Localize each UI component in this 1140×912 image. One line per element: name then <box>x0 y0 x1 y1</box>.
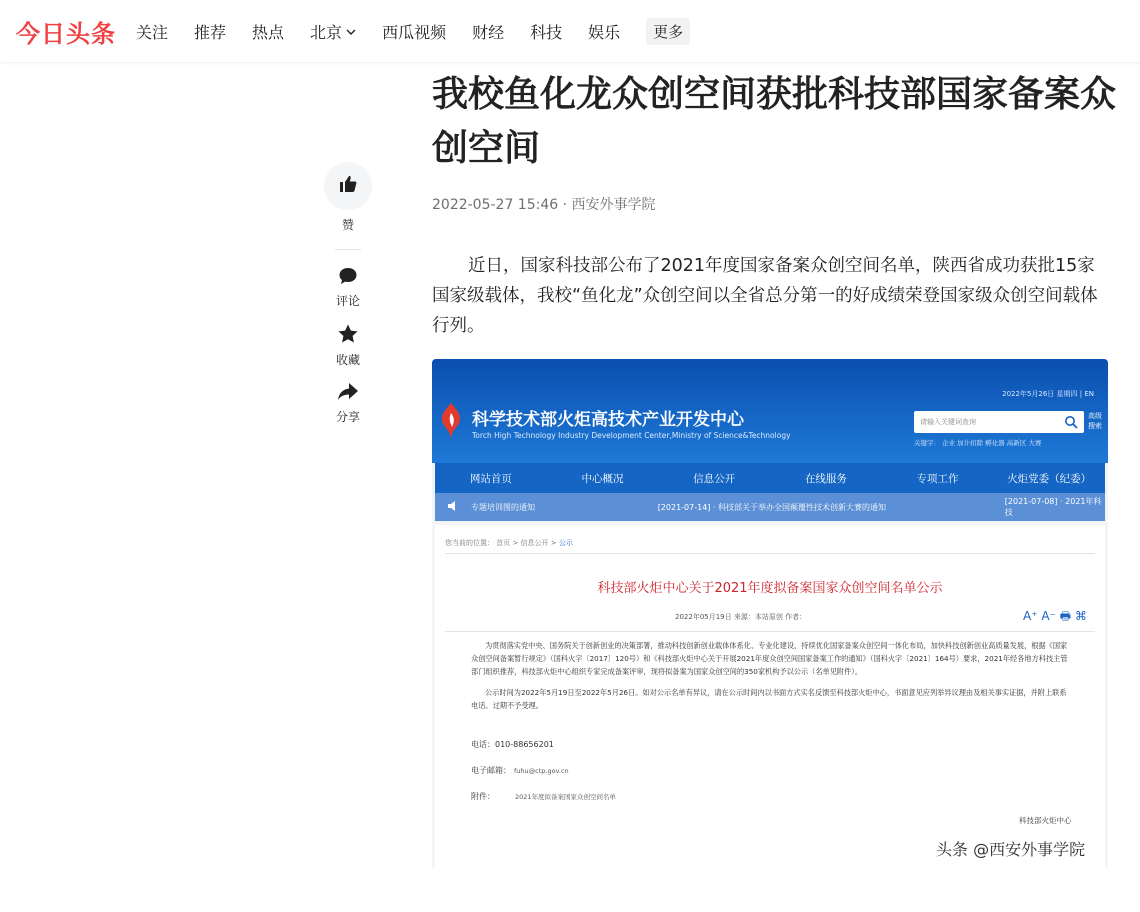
article-meta: 2022-05-27 15:46 · 西安外事学院 <box>432 197 656 213</box>
collect-button[interactable] <box>336 323 360 368</box>
divider <box>445 553 1095 554</box>
notice-tools: A⁺ A⁻ 🖶 ⌘ <box>1023 609 1087 623</box>
nav-item-tech[interactable]: 科技 <box>530 22 563 42</box>
comment-icon <box>338 266 358 286</box>
collect-label: 收藏 <box>335 353 360 367</box>
torch-nav-item: 网站首页 <box>469 472 512 485</box>
email-value: fuhu@ctp.gov.cn <box>514 767 569 775</box>
article-actions <box>322 162 374 439</box>
nav-more-button[interactable]: 更多 <box>646 18 690 45</box>
comment-label: 评论 <box>335 294 360 308</box>
nav-item-recommend[interactable]: 推荐 <box>194 22 227 42</box>
notice-title: 科技部火炬中心关于2021年度拟备案国家众创空间名单公示 <box>597 581 943 596</box>
thumbs-up-icon <box>338 174 358 198</box>
share-button[interactable] <box>336 382 360 425</box>
torch-site-date: 2022年5月26日 星期四 | EN <box>1002 390 1094 398</box>
article-paragraph: 近日，国家科技部公布了2021年度国家备案众创空间名单，陕西省成功获批15家国家级载体，我校“鱼化龙”众创空间以全省总分第一的好成绩荣登国家级众创空间载体行列。 <box>432 256 1098 336</box>
notice-meta: 2022年05月19日 来源：本站原创 作者： <box>675 613 807 621</box>
search-icon <box>1064 415 1078 429</box>
torch-notice-document <box>435 525 1105 869</box>
notice-phone: 电话：010-88656201 <box>471 740 554 749</box>
notice-email <box>471 765 569 776</box>
torch-nav-item: 火炬党委（纪委） <box>1007 472 1092 485</box>
torch-org-name-en: Torch High Technology Industry Development Center,Ministry of Science&Technology <box>472 431 791 440</box>
torch-news-ticker <box>435 493 1105 521</box>
torch-site-nav <box>435 463 1105 493</box>
share-label: 分享 <box>335 410 360 424</box>
top-navbar <box>0 0 1140 62</box>
torch-nav-item: 专项工作 <box>916 472 959 485</box>
ticker-item: [2021-07-08] · 2021年科技 <box>1004 497 1102 517</box>
share-arrow-icon <box>337 382 359 402</box>
action-divider <box>335 249 361 250</box>
image-watermark: 头条 @西安外事学院 <box>936 840 1086 859</box>
nav-item-follow[interactable]: 关注 <box>136 22 169 42</box>
notice-signature: 科技部火炬中心 <box>1019 816 1072 825</box>
like-button[interactable] <box>324 162 372 210</box>
breadcrumb-path: 您当前的位置： 首页 > 信息公开 > <box>445 539 559 547</box>
torch-nav-item: 信息公开 <box>693 472 736 485</box>
email-label: 电子邮箱： <box>471 766 511 775</box>
channel-nav <box>136 18 690 45</box>
attachment-value: 2021年度拟备案国家众创空间名单 <box>515 793 617 801</box>
divider <box>445 631 1095 632</box>
ticker-item: 专题培训图的通知 <box>471 502 535 512</box>
torch-logo-icon <box>436 401 466 441</box>
attachment-label: 附件： <box>471 792 495 801</box>
comment-button[interactable] <box>336 266 360 309</box>
notice-paragraph: 为贯彻落实党中央、国务院关于创新创业的决策部署，推动科技创新创业载体体系化、专业化建设，持续优化国家备案众创空间一体化布局，加快科技创新创业高质量发展，根据《国家众创空间备案暂行规定》（国科火字〔2017〕120号）和《科技部火炬中心关于开展2021年度众创空间国家备案工作的通知》（国科火字〔2021〕164号）要求，2021年经各地方科技主管部门组织推荐，科技部火炬中心组织专家完成备案评审，现将拟备案为国家众创空间的350家机构予以公示（名单见附件）。 <box>471 641 1068 676</box>
chevron-down-icon <box>346 25 356 38</box>
article-title: 我校鱼化龙众创空间获批科技部国家备案众创空间 <box>432 74 1117 169</box>
torch-search-box <box>914 411 1084 433</box>
star-icon <box>337 323 359 345</box>
city-label: 北京 <box>310 22 343 42</box>
article-image[interactable] <box>432 359 1108 869</box>
breadcrumb-current: 公示 <box>558 539 573 547</box>
speaker-icon <box>447 501 459 513</box>
nav-item-video[interactable]: 西瓜视频 <box>382 22 447 42</box>
torch-nav-item: 在线服务 <box>804 472 847 485</box>
toutiao-logo[interactable]: 今日头条 <box>16 19 116 48</box>
torch-advanced-search: 高级搜索 <box>1088 412 1102 430</box>
notice-attachment <box>471 791 616 802</box>
nav-item-finance[interactable]: 财经 <box>472 22 505 42</box>
torch-org-name: 科学技术部火炬高技术产业开发中心 <box>472 410 744 430</box>
nav-item-city[interactable] <box>310 20 356 43</box>
torch-keywords: 关键字： 企业 加计扣除 孵化器 高新区 大赛 <box>914 439 1042 447</box>
nav-item-ent[interactable]: 娱乐 <box>588 22 621 42</box>
notice-paragraph: 公示时间为2022年5月19日至2022年5月26日。如对公示名单有异议，请在公示时间内以书面方式实名反馈至科技部火炬中心，书面意见应列举异议理由及相关事实证据，并附上联系电话。过期不予受理。 <box>471 688 1067 710</box>
torch-nav-item: 中心概况 <box>581 472 624 485</box>
torch-site-header <box>432 359 1108 463</box>
torch-breadcrumb <box>445 538 573 548</box>
nav-item-hot[interactable]: 热点 <box>252 22 285 42</box>
like-label: 赞 <box>341 218 354 232</box>
ticker-item: [2021-07-14] · 科技部关于举办全国颠覆性技术创新大赛的通知 <box>657 502 887 512</box>
torch-search-placeholder: 请输入关键词查询 <box>920 418 976 426</box>
notice-body <box>471 639 1071 720</box>
